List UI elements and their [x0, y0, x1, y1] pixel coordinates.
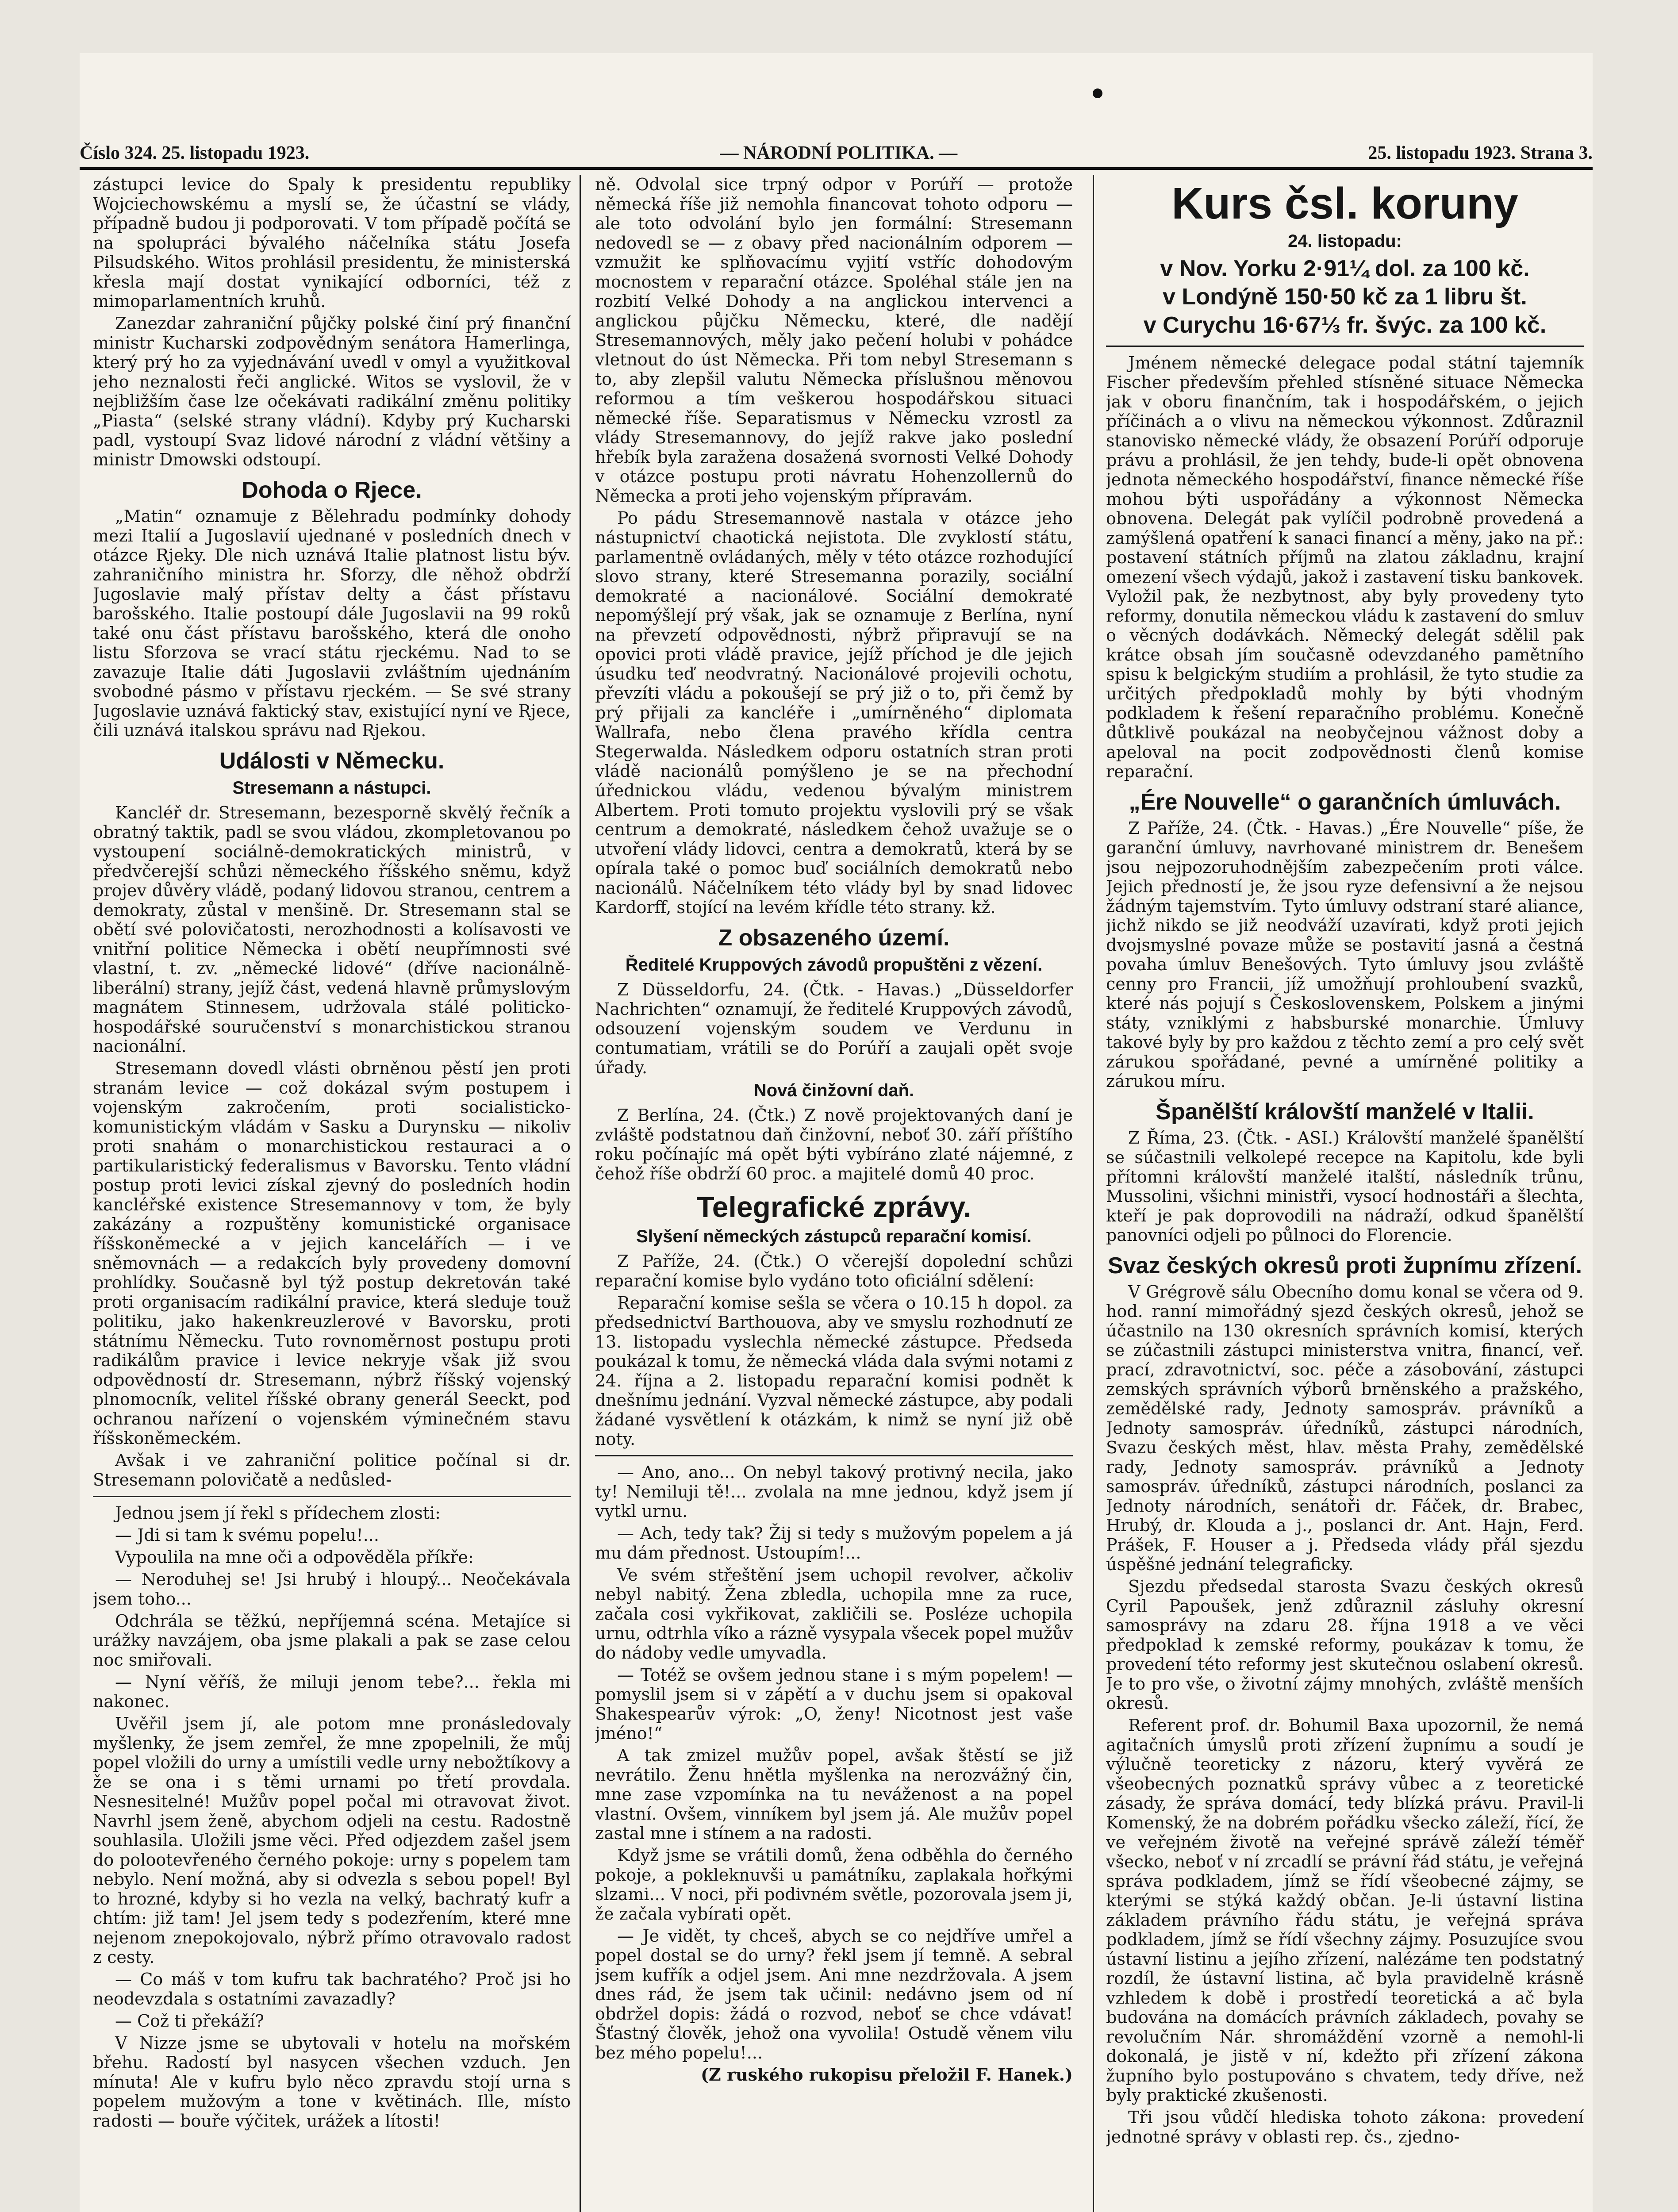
exchange-date: 24. listopadu: — [1288, 231, 1402, 251]
article-germany-p2: Stresemann dovedl vlásti obrněnou pěstí jen proti stranám levice — což dokázal svým postupem i vojenským zakročením, proti socialisticko-komunistickým vládám v Sasku a Durynsku — nikoliv proti snahám o monarchistickou restauraci a o partikularistický federalismus v Bavorsku. Tento vládní postup proti levici získal zjevný do posledních hodin kancléřské existence Stresemannovy v tom, že byly zakázány a rozpuštěny komunistické organisace říšskoněmecké a v jejich kancelářích — i ve sněmovnách — a redakcích byly provedeny domovní prohlídky. Současně byl týž postup dekretován také proti organisacím radikální pravice, která sleduje touž politiku, jako hakenkreuzlerové v Bavorsku, proti státnímu Německu. Tuto rovnoměrnost postupu proti radikálům pravice i levice nekryje však již svou odpovědností dr. Stresemann, nýbrž říšský vojenský plnomocník, velitel říšské obrany generál Seeckt, pod ochranou nařízení o vojenském výminečném stavu říšskoněmeckém. — [93, 1059, 571, 1448]
article-rjeka: „Matin“ oznamuje z Bělehradu podmínky dohody mezi Italií a Jugoslavií ujednané v posledních dnech v otázce Rjeky. Dle nich uznává Italie platnost listu býv. zahraničního ministra hr. Sforzy, dle něhož obdrží Jugoslavie malý přístav delty a část přístavu barošského. Italie postoupí dále Jugoslavii na 99 roků také onu část přístavu barošského, která dle onoho listu Sforzova se vrací státu rjeckému. Nad to se zavazuje Italie dáti Jugoslavii zvláštním ujednáním svobodné pásmo v přístavu rjeckém. — Se své strany Jugoslavie uznává faktický stav, existující nyní ve Rjece, čili uznává italskou správu nad Rjekou. — [93, 507, 571, 740]
story-line-1: Jednou jsem jí řekl s přídechem zlosti: — [115, 1503, 441, 1523]
heading-telegraphic-news: Telegrafické zprávy. — [696, 1190, 971, 1223]
story2-line-1: — Ano, ano... On nebyl takový protivný necila, jako ty! Nemiluji tě!... zvolala na mne jednou, když jsem jí vytkl urnu. — [595, 1463, 1073, 1521]
story-line-3: Vypoulila na mne oči a odpověděla příkře: — [115, 1548, 474, 1567]
story-line-8: — Co máš v tom kufru tak bachratého? Proč jsi ho neodevzdala s ostatními zavazadly? — [93, 1970, 571, 2008]
article-district-union-p1: V Grégrově sálu Obecního domu konal se včera od 9. hod. ranní mimořádný sjezd českých okresů, jehož se účastnilo na 130 okresních správních komisí, kterých se zúčastnili zástupci ministerstva vnitra, financí, veř. prací, zdravotnictví, soc. péče a zásobování, zástupci zemských správních výborů brněnského a pražského, zemědělské rady, Jednoty samospráv. právníků a Jednoty samospráv. úředníků, zástupci národních, Svazu českých měst, hlav. města Prahy, zemědělské rady, Jednoty samospráv. právníků a Jednoty samospráv. úředníků, zástupci národních, poslanci za Jednoty národních, senátoři dr. Fáček, dr. Brabec, Hrubý, dr. Klouda a j., poslanci dr. Ant. Hajn, Ferd. Prášek, F. Houser a j. Předseda vlády přál sjezdu úspěšné jednání telegraficky. — [1106, 1282, 1584, 1574]
article-district-union-p2: Sjezdu předsedal starosta Svazu českých okresů Cyril Papoušek, jenž zdůraznil zásluhy okresní samosprávy na zdaru 28. října 1918 a ve věci předpoklad k zemské reformy, poukázav k tomu, že provedení této reformy jest skutečnou oslabení okresů. Je to pro vše, o životní zájmy mnohých, zvláště menších okresů. — [1106, 1577, 1584, 1713]
article-krupp: Z Düsseldorfu, 24. (Čtk. - Havas.) „Düsseldorfer Nachrichten“ oznamují, že ředitelé Kruppových závodů, odsouzení vojenským soudem ve Verdunu in contumatiam, vrátili se do Porúří a zaujali opět svoje úřady. — [595, 980, 1073, 1077]
subheading-stresemann: Stresemann a nástupci. — [232, 778, 431, 798]
article-district-union-p3: Referent prof. dr. Bohumil Baxa upozornil, že nemá agitačních úmyslů proti zřízení župnímu a soudí je výlučně teoreticky z názoru, který vyvěrá ze všeobecných poznatků správy vůbec a z teoretické zásady, že správa domácí, tedy blízká právu. Pravil-li Komenský, že na dobrém pořádku všecko záleží, řící, že ve veřejném životě na veřejné správě záleží téměř všecko, neboť v ní zrcadlí se právní řád státu, je veřejná správa podkladem, jímž se řídí všeobecné zájmy, se kterými se stýká každý občan. Je-li ústavní listina základem právního řádu státu, je veřejná správa podkladem, jímž se řídí všechny zájmy. Posuzujíce svou ústavní listinu a jejího zřízení, nalézáme ten podstatný rozdíl, že ústavní listina, ač byla pravidelně krásně vzhledem k době i prostředí teoretická a ač byla budována na domácích právních základech, povahy se revolučním Nár. shromáždění vzorně a nemohl-li dokonalá, je jistě v ní, kdežto při zřízení zákona župního bylo postupováno s chvatem, tedy dříve, než byly praktické zkušenosti. — [1106, 1716, 1584, 2105]
article-germany-p1: Kancléř dr. Stresemann, bezesporně skvělý řečník a obratný taktik, padl se svou vládou, zkompletovanou po vystoupení sociálně-demokratických ministrů, v předvčerejší schůzi německého říšského sněmu, když projev důvěry vládě, podaný lidovou stranou, centrem a demokraty, zůstal v menšině. Dr. Stresemann stal se obětí své polovičatosti, nerozhodnosti a kolísavosti ve vnitřní politice Německa i obětí neupřímnosti své vlastní, t. zv. „německé lidové“ (dříve nacionálně-liberální) strany, jejíž část, vedená hlavně průmyslovým magnátem Stinnesem, udržovala stálé politicko-hospodářské souručenství s monarchistickou stranou nacionální. — [93, 803, 571, 1056]
article-ere-nouvelle: Z Paříže, 24. (Čtk. - Havas.) „Ére Nouvelle“ píše, že garanční úmluvy, navrhované ministrem dr. Benešem jsou nejpozoruhodnějším zabezpečením proti válce. Jejich předností je, že jsou ryze defensivní a že nejsou žádným tajemstvím. Tyto úmluvy odstraní staré aliance, jichž nikdo se již neodváží uzavírati, když proti jejich dvojsmyslné povaze může se postavití jasná a čestná povaha úmluv Benešových. Tyto úmluvy jsou zvláště cenny pro Francii, jíž umožňují prohloubení svazků, které nás pojují s Československem, Polskem a jinými státy, vzniklými z habsburské monarchie. Úmluvy takové byly by pro každou z těchto zemí a pro celý svět zárukou spořádané, pevné a umírněné politiky a zárukou míru. — [1106, 818, 1584, 1091]
story-line-9: — Což ti překáží? — [115, 2011, 264, 2031]
article-poland-end: zástupci levice do Spaly k presidentu republiky Wojciechowskému a myslí se, že účastní se vlády, případně budou ji podporovati. V tom případě počítá se na spolupráci bývalého náčelníka státu Josefa Pilsudského. Witos prohlásil presidentu, že ministerská křesla mají dostat vynikající odborníci, též z mimoparlamentních kruhů. — [93, 175, 571, 311]
heading-germany: Události v Německu. — [219, 748, 445, 774]
article-german-delegation: Jménem německé delegace podal státní tajemník Fischer především přehled stísněné situace Německa jak v oboru finančním, tak i hospodářském, o jejich příčinách a o vlivu na německou výkonnost. Zdůraznil stanovisko německé vlády, že obsazení Porúří odporuje právu a prohlásil, že jen tehdy, bude-li opět obnovena jednota německého hospodářství, finance německé říše mohou býti uspořádány a výkonnost Německa obnovena. Delegát pak vylíčil podrobně provedená a zamýšlená opatření k sanaci financí a měny, jako na př.: postavení státních příjmů na zlatou základnu, krajní omezení všech výdajů, jakož i zastavení tisku bankovek. Vyložil pak, že nezbytnost, aby byly provedeny tyto reformy, donutila německou vládu k zastavení do smluv o věcných dodávkách. Německý delegát sdělil pak krátce obsah jím současně odevzdaného pamětního spisu k belgickým studiím a prohlásil, že tyto studie za určitých předpokladů mohly by býti vhodným podkladem k řešení reparačního problému. Konečně důtklivě poukázal na neobyčejnou vážnost doby a apeloval na pocit zodpovědnosti členů komise reparační. — [1106, 353, 1584, 781]
column-1 — [93, 175, 571, 2212]
ink-dot-mark — [1093, 88, 1102, 98]
translator-credit: (Z ruského rukopisu přeložil F. Hanek.) — [701, 2065, 1073, 2085]
newspaper-title: — NÁRODNÍ POLITIKA. — — [720, 143, 958, 163]
story2-line-3: Ve svém střeštění jsem uchopil revolver, ačkoliv nebyl nabitý. Žena zbledla, uchopila mne za ruce, začala cosi vykřikovat, zakličili se. Posléze uchopila urnu, odtrhla víko a rázně vysypala všecek popel mužův do nádoby vedle umyvadla. — [595, 1565, 1073, 1663]
subheading-reparation-hearing: Slyšení německých zástupců reparační komisí. — [636, 1227, 1032, 1246]
heading-occupied-territory: Z obsazeného území. — [718, 925, 950, 951]
exchange-zurich: v Curychu 16·67⅓ fr. švýc. za 100 kč. — [1143, 312, 1547, 338]
article-reparation-body: Reparační komise sešla se včera o 10.15 h dopol. za předsednictví Barthouova, aby ve smyslu rozhodnutí ze 13. listopadu vyslechla německé zástupce. Předseda poukázal k tomu, že německá vláda dala svými notami z 24. října a 2. listopadu reparační komisi podnět k dnešnímu jednání. Vyzval německé zástupce, aby podali žádané vysvětlení k otázkám, k nimž se nyní již obě noty. — [595, 1293, 1073, 1449]
article-district-union-p4: Tři jsou vůdčí hlediska tohoto zákona: provedení jednotné správy v oblasti rep. čs., zjedno- — [1106, 2108, 1584, 2147]
story2-line-4: — Totéž se ovšem jednou stane i s mým popelem! — pomyslil jsem si v zápětí a v duchu jsem si opakoval Shakespearův výrok: „O, ženy! Nicotnost jest vaše jméno!“ — [595, 1665, 1073, 1743]
page-date: 25. listopadu 1923. Strana 3. — [1368, 143, 1593, 163]
column-rule-1 — [580, 175, 581, 2212]
column-rule-2 — [1093, 175, 1094, 2212]
heading-ere-nouvelle: „Ére Nouvelle“ o garančních úmluvách. — [1129, 789, 1561, 815]
issue-number: Číslo 324. 25. listopadu 1923. — [80, 143, 310, 163]
newspaper-page — [80, 53, 1593, 2212]
masthead — [80, 133, 1593, 164]
article-reparation-intro: Z Paříže, 24. (Čtk.) O včerejší dopolední schůzi reparační komise bylo vydáno toto oficiální sdělení: — [595, 1252, 1073, 1290]
story-line-6: — Nyní věříš, že miluji jenom tebe?... řekla mi nakonec. — [93, 1672, 571, 1711]
subheading-krupp: Ředitelé Kruppových závodů propuštěni z vězení. — [625, 955, 1043, 975]
story2-line-2: — Ach, tedy tak? Žij si tedy s mužovým popelem a já mu dám přednost. Ustoupím!... — [595, 1524, 1073, 1563]
story-line-4: — Neroduhej se! Jsi hrubý i hloupý... Neočekávala jsem toho... — [93, 1570, 571, 1609]
story-line-2: — Jdi si tam k svému popelu!... — [115, 1525, 379, 1545]
article-germany-cont-1: ně. Odvolal sice trpný odpor v Porúří — protože německá říše již nemohla financovat tohoto odporu — ale toto odvolání bylo jen formální: Stresemann nedovedl se — z obavy před nacionálním odporem — vzmužit ke splňovacímu vyjití vstříc dohodovým mocnostem v reparační otázce. Spoléhal stále jen na rozbití Velké Dohody a na anglickou intervenci a anglickou půjčku Německu, které, dle nadějí Stresemannových, měly jako pečení holubi v pohádce vletnout do úst Německa. Při tom nebyl Stresemann s to, aby zlepšil valutu Německa příslušnou měnovou reformou a tím veškerou hospodářskou situaci německé říše. Separatismus v Německu vzrostl za vlády Stresemannovy, do jejíž rakve jako poslední hřebík byla zaražena dosažená svornosti Velké Dohody v otázce postupu proti návratu Hohenzollernů do Německa a proti jeho vojenským přípravám. — [595, 175, 1073, 506]
heading-rjeka: Dohoda o Rjece. — [242, 477, 422, 503]
article-rent-tax: Z Berlína, 24. (Čtk.) Z nově projektovaných daní je zvláště podstatnou daň činžovní, neboť 30. září příštího roku počínajíc má opět býti vybíráno zlaté nájemné, z čehož říše obdrží 60 proc. a majitelé domů 40 proc. — [595, 1106, 1073, 1183]
story2-line-7: — Je vidět, ty chceš, abych se co nejdříve umřel a popel dostal se do urny? řekl jsem jí temně. A sebral jsem kufřík a odjel jsem. Ani mne nezdržovala. A jsem dnes rád, že jsem tak učinil: nedávno jsem od ní obdržel dopis: žádá o rozvod, neboť se chce vdávat! Šťastný člověk, jehož ona vyvolila! Ostudě věnem vilu bez mého popelu!... — [595, 1926, 1073, 2062]
exchange-london: v Londýně 150·50 kč za 1 libru št. — [1163, 284, 1527, 310]
heading-district-union: Svaz českých okresů proti župnímu zřízení. — [1107, 1253, 1582, 1279]
story-line-5: Odchrála se těžkú, nepříjemná scéna. Metajíce si urážky navzájem, oba jsme plakali a pak se zase celou noc smiřovali. — [93, 1611, 571, 1670]
article-spanish-royals: Z Říma, 23. (Čtk. - ASI.) Královští manželé španělští se súčastnili velkolepé recepce na Kapitolu, kde byli přítomni královští manželé italští, následník trůnu, Mussolini, všichni ministři, vysocí hodnostáři a šlechta, kteří je pak doprovodili na nádraží, odkud španělští panovníci odjeli po půlnoci do Florencie. — [1106, 1128, 1584, 1245]
heading-rent-tax: Nová činžovní daň. — [753, 1081, 914, 1100]
exchange-new-york: v Nov. Yorku 2·91¼ dol. za 100 kč. — [1160, 256, 1530, 281]
column-3 — [1106, 175, 1584, 2212]
feuilleton-divider — [93, 1496, 571, 1497]
feuilleton-divider-2 — [595, 1455, 1073, 1456]
article-poland-loan: Zanezdar zahraniční půjčky polské činí prý finanční ministr Kucharski zodpovědným senátora Hamerlinga, který prý ho za vyjednávání uvedl v omyl a využitkoval jeho neznalosti řeči anglické. Witos se vyslovil, že v nejbližším čase lze očekávati radikální změnu politiky „Piasta“ (selské strany vládní). Kdyby prý Kucharski padl, vystoupí Svaz lidové národní z vládní většiny a ministr Dmowski odstoupí. — [93, 314, 571, 469]
heading-koruna-exchange: Kurs čsl. koruny — [1171, 179, 1518, 228]
masthead-rule — [80, 167, 1593, 170]
article-germany-p3: Avšak i ve zahraniční politice počínal si dr. Stresemann polovičatě a nedůsled- — [93, 1451, 571, 1490]
story-line-7: Uvěřil jsem jí, ale potom mne pronásledovaly myšlenky, že jsem zemřel, že mne zpopelnili, že můj popel vložili do urny a umístili vedle urny nebožtíkovy a že se ona i s těmi urnami po třetí provdala. Nesnesitelné! Mužův popel počal mi otravovat život. Navrhl jsem ženě, abychom odjeli na cestu. Radostně souhlasila. Uložili jsme věci. Před odjezdem zašel jsem do polootevřeného černého pokoje: urny s popelem tam nebylo. Není možná, aby si odvezla s sebou popel! Byl to hrozné, kdyby si ho vezla na velký, bachratý kufr a chtím: již tam! Jel jsem tedy s podezřením, které mne nejenom znepokojovalo, nýbrž přímo otravovalo radost z cesty. — [93, 1714, 571, 1967]
article-germany-cont-2: Po pádu Stresemannově nastala v otázce jeho nástupnictví chaotická nejistota. Dle zvyklostí státu, parlamentně ovládaných, měly v této otázce rozhodující slovo strany, které Stresemanna porazily, sociální demokraté a nacionálové. Sociální demokraté nepomýšlejí prý však, jak se oznamuje z Berlína, nyní na převzetí odpovědnosti, nýbrž připravují se na opovici proti vládě pravice, jejíž příchod je dle jejich úsudku teď neodvratný. Nacionálové projevili ochotu, převzíti vládu a pokoušejí se prý již o to, při čemž by prý přijali za kancléře i „umírněného“ diplomata Wallrafa, nebo člena pravého křídla centra Stegerwalda. Následkem odporu ostatních stran proti vládě nacionálů pomýšleno je se na přechodní úřednickou vládu, vedenou bývalým ministrem Albertem. Proti tomuto projektu vyslovili prý se však centrum a demokraté, následkem čehož uvažuje se o utvoření vlády lidovci, centra a demokratů, která by se opírala také o pomoc buď sociálních demokratů nebo nacionálů. Náčelníkem této vlády byl by snad lidovec Kardorff, stojící na levém křídle této strany. kž. — [595, 508, 1073, 917]
story2-line-6: Když jsme se vrátili domů, žena odběhla do černého pokoje, a pokleknuvši u památníku, zaplakala hořkými slzami... V noci, při podivném světle, pozorovala jsem ji, že začala vybírati opět. — [595, 1846, 1073, 1924]
story-line-10: V Nizze jsme se ubytovali v hotelu na mořském břehu. Radostí byl nasycen všechen vzduch. Jen mínuta! Ale v kufru bylo něco zpravdu stojí urna s popelem mužovým a tone v květinách. Ille, místo radosti — bouře výčitek, urážek a lítosti! — [93, 2033, 571, 2131]
heading-spanish-royals: Španělští královští manželé v Italii. — [1156, 1099, 1534, 1125]
story2-line-5: A tak zmizel mužův popel, avšak štěstí se již nevrátilo. Ženu hnětla myšlenka na nerozvážný čin, mne zase vzpomínka na tu neváženost a na popel vlastní. Ovšem, vinníkem byl jsem já. Ale mužův popel zastal mne i stínem a na radosti. — [595, 1746, 1073, 1843]
exchange-divider — [1106, 346, 1584, 347]
column-2 — [595, 175, 1073, 2212]
